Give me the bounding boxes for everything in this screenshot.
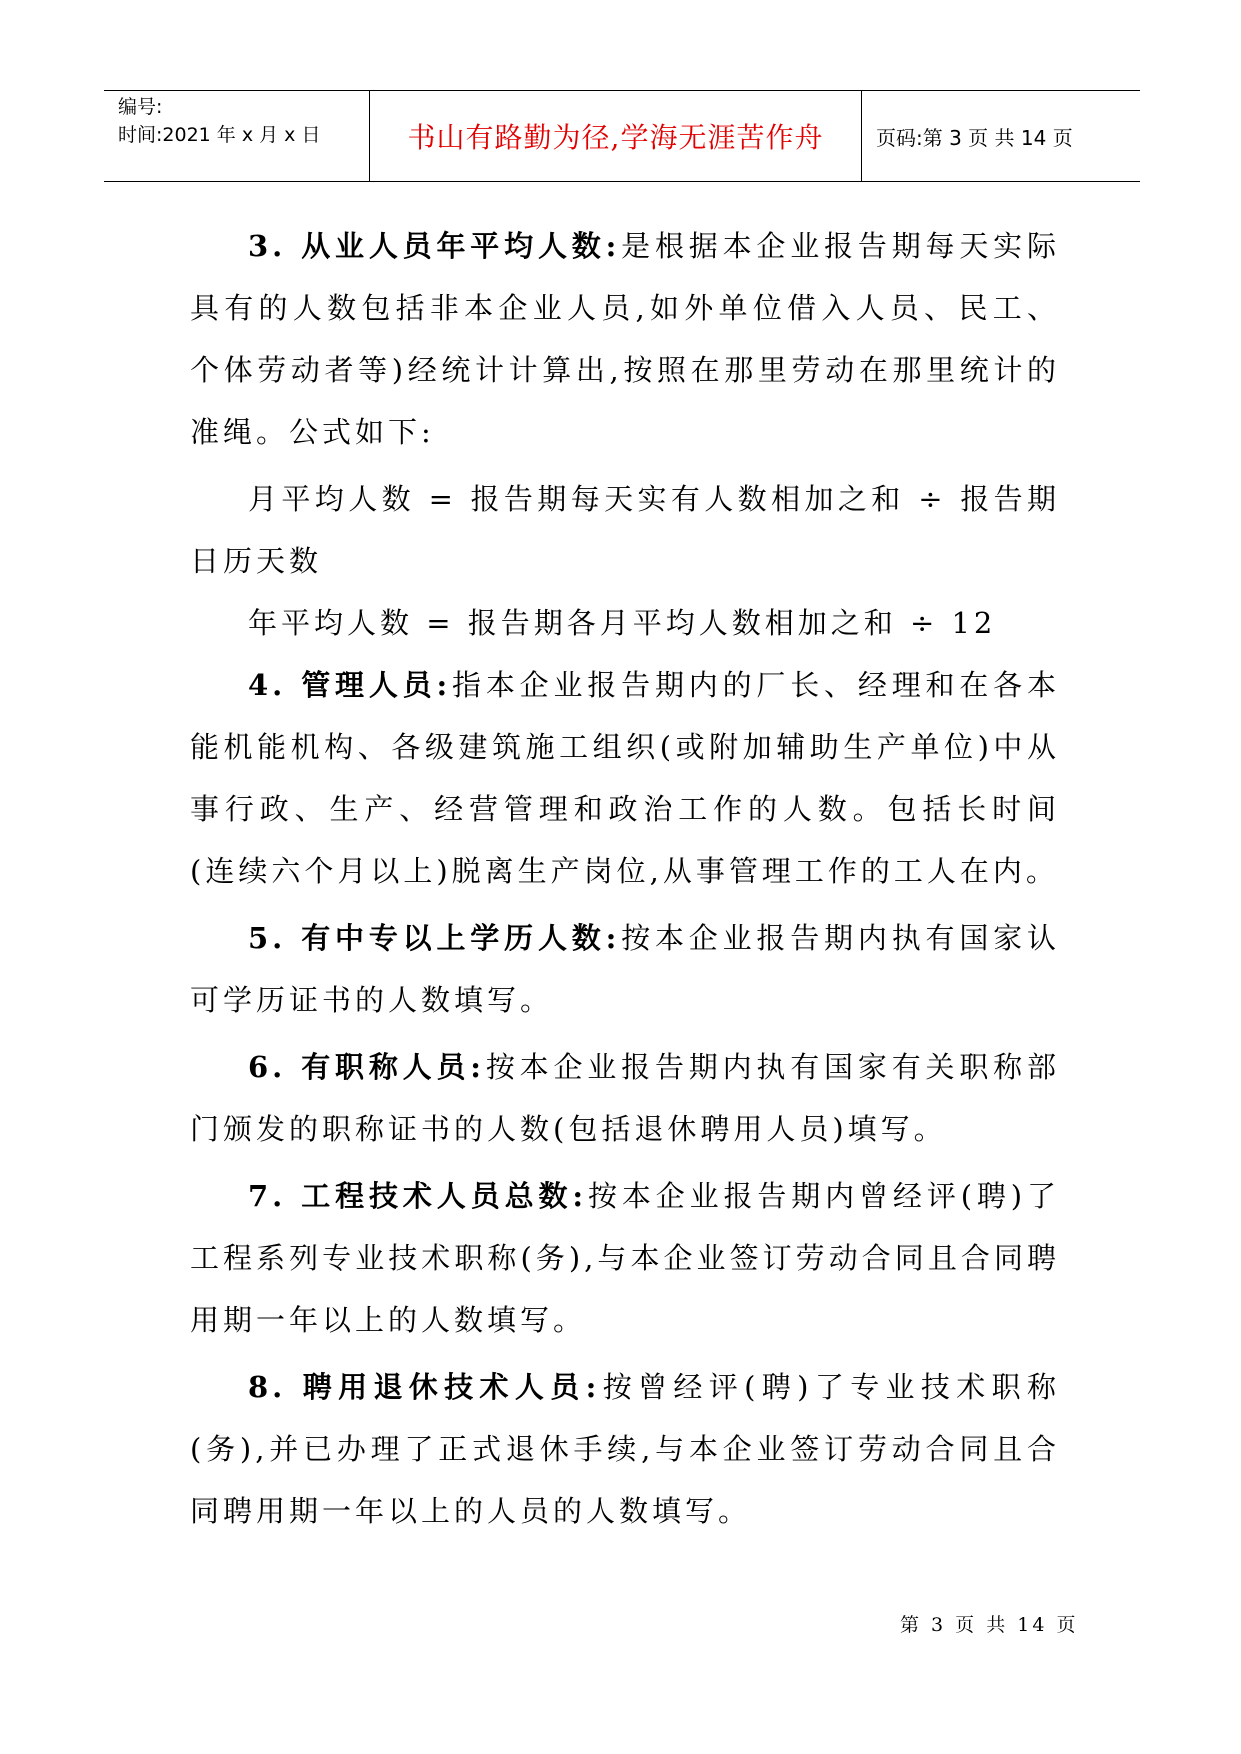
- page-header: [104, 90, 1140, 182]
- section-4: [190, 654, 1060, 902]
- page-footer: 第 3 页 共 14 页: [900, 1614, 1079, 1636]
- section-6: [190, 1036, 1060, 1160]
- section-7: [190, 1165, 1060, 1351]
- section-body: 是根据本企业报告期每天实际具有的人数包括非本企业人员,如外单位借入人员、民工、个体劳动者等)经统计计算出,按照在那里劳动在那里统计的准绳。公式如下:: [190, 229, 1060, 449]
- section-3: [190, 215, 1060, 463]
- section-8: [190, 1356, 1060, 1542]
- section-term: 4. 管理人员:: [248, 668, 452, 702]
- section-5: [190, 907, 1060, 1031]
- section-body: 指本企业报告期内的厂长、经理和在各本能机能机构、各级建筑施工组织(或附加辅助生产单位)中从事行政、生产、经营管理和政治工作的人数。包括长时间(连续六个月以上)脱离生产岗位,从事管理工作的工人在内。: [190, 668, 1060, 888]
- document-number-label: 编号:: [118, 96, 163, 118]
- document-time-label: 时间:2021 年 x 月 x 日: [118, 124, 321, 146]
- section-term: 8. 聘用退休技术人员:: [248, 1370, 601, 1404]
- section-term: 3. 从业人员年平均人数:: [248, 229, 621, 263]
- document-body: [190, 215, 1060, 1547]
- section-term: 6. 有职称人员:: [248, 1050, 486, 1084]
- formula-yearly-average: 年平均人数 = 报告期各月平均人数相加之和 ÷ 12: [248, 606, 997, 640]
- header-page-code: 页码:第 3 页 共 14 页: [876, 125, 1073, 150]
- section-body: 按本企业报告期内曾经评(聘)了工程系列专业技术职称(务),与本企业签订劳动合同且合同聘用期一年以上的人数填写。: [190, 1179, 1060, 1337]
- formula-monthly-average: 月平均人数 = 报告期每天实有人数相加之和 ÷ 报告期日历天数: [190, 482, 1060, 578]
- section-body: 按曾经评(聘)了专业技术职称(务),并已办理了正式退休手续,与本企业签订劳动合同且合同聘用期一年以上的人员的人数填写。: [190, 1370, 1060, 1528]
- section-body: 按本企业报告期内执有国家有关职称部门颁发的职称证书的人数(包括退休聘用人员)填写。: [190, 1050, 1060, 1146]
- header-motto: 书山有路勤为径,学海无涯苦作舟: [370, 91, 862, 181]
- section-term: 5. 有中专以上学历人数:: [248, 921, 621, 955]
- section-term: 7. 工程技术人员总数:: [248, 1179, 588, 1213]
- header-meta: [104, 91, 370, 181]
- section-body: 按本企业报告期内执有国家认可学历证书的人数填写。: [190, 921, 1060, 1017]
